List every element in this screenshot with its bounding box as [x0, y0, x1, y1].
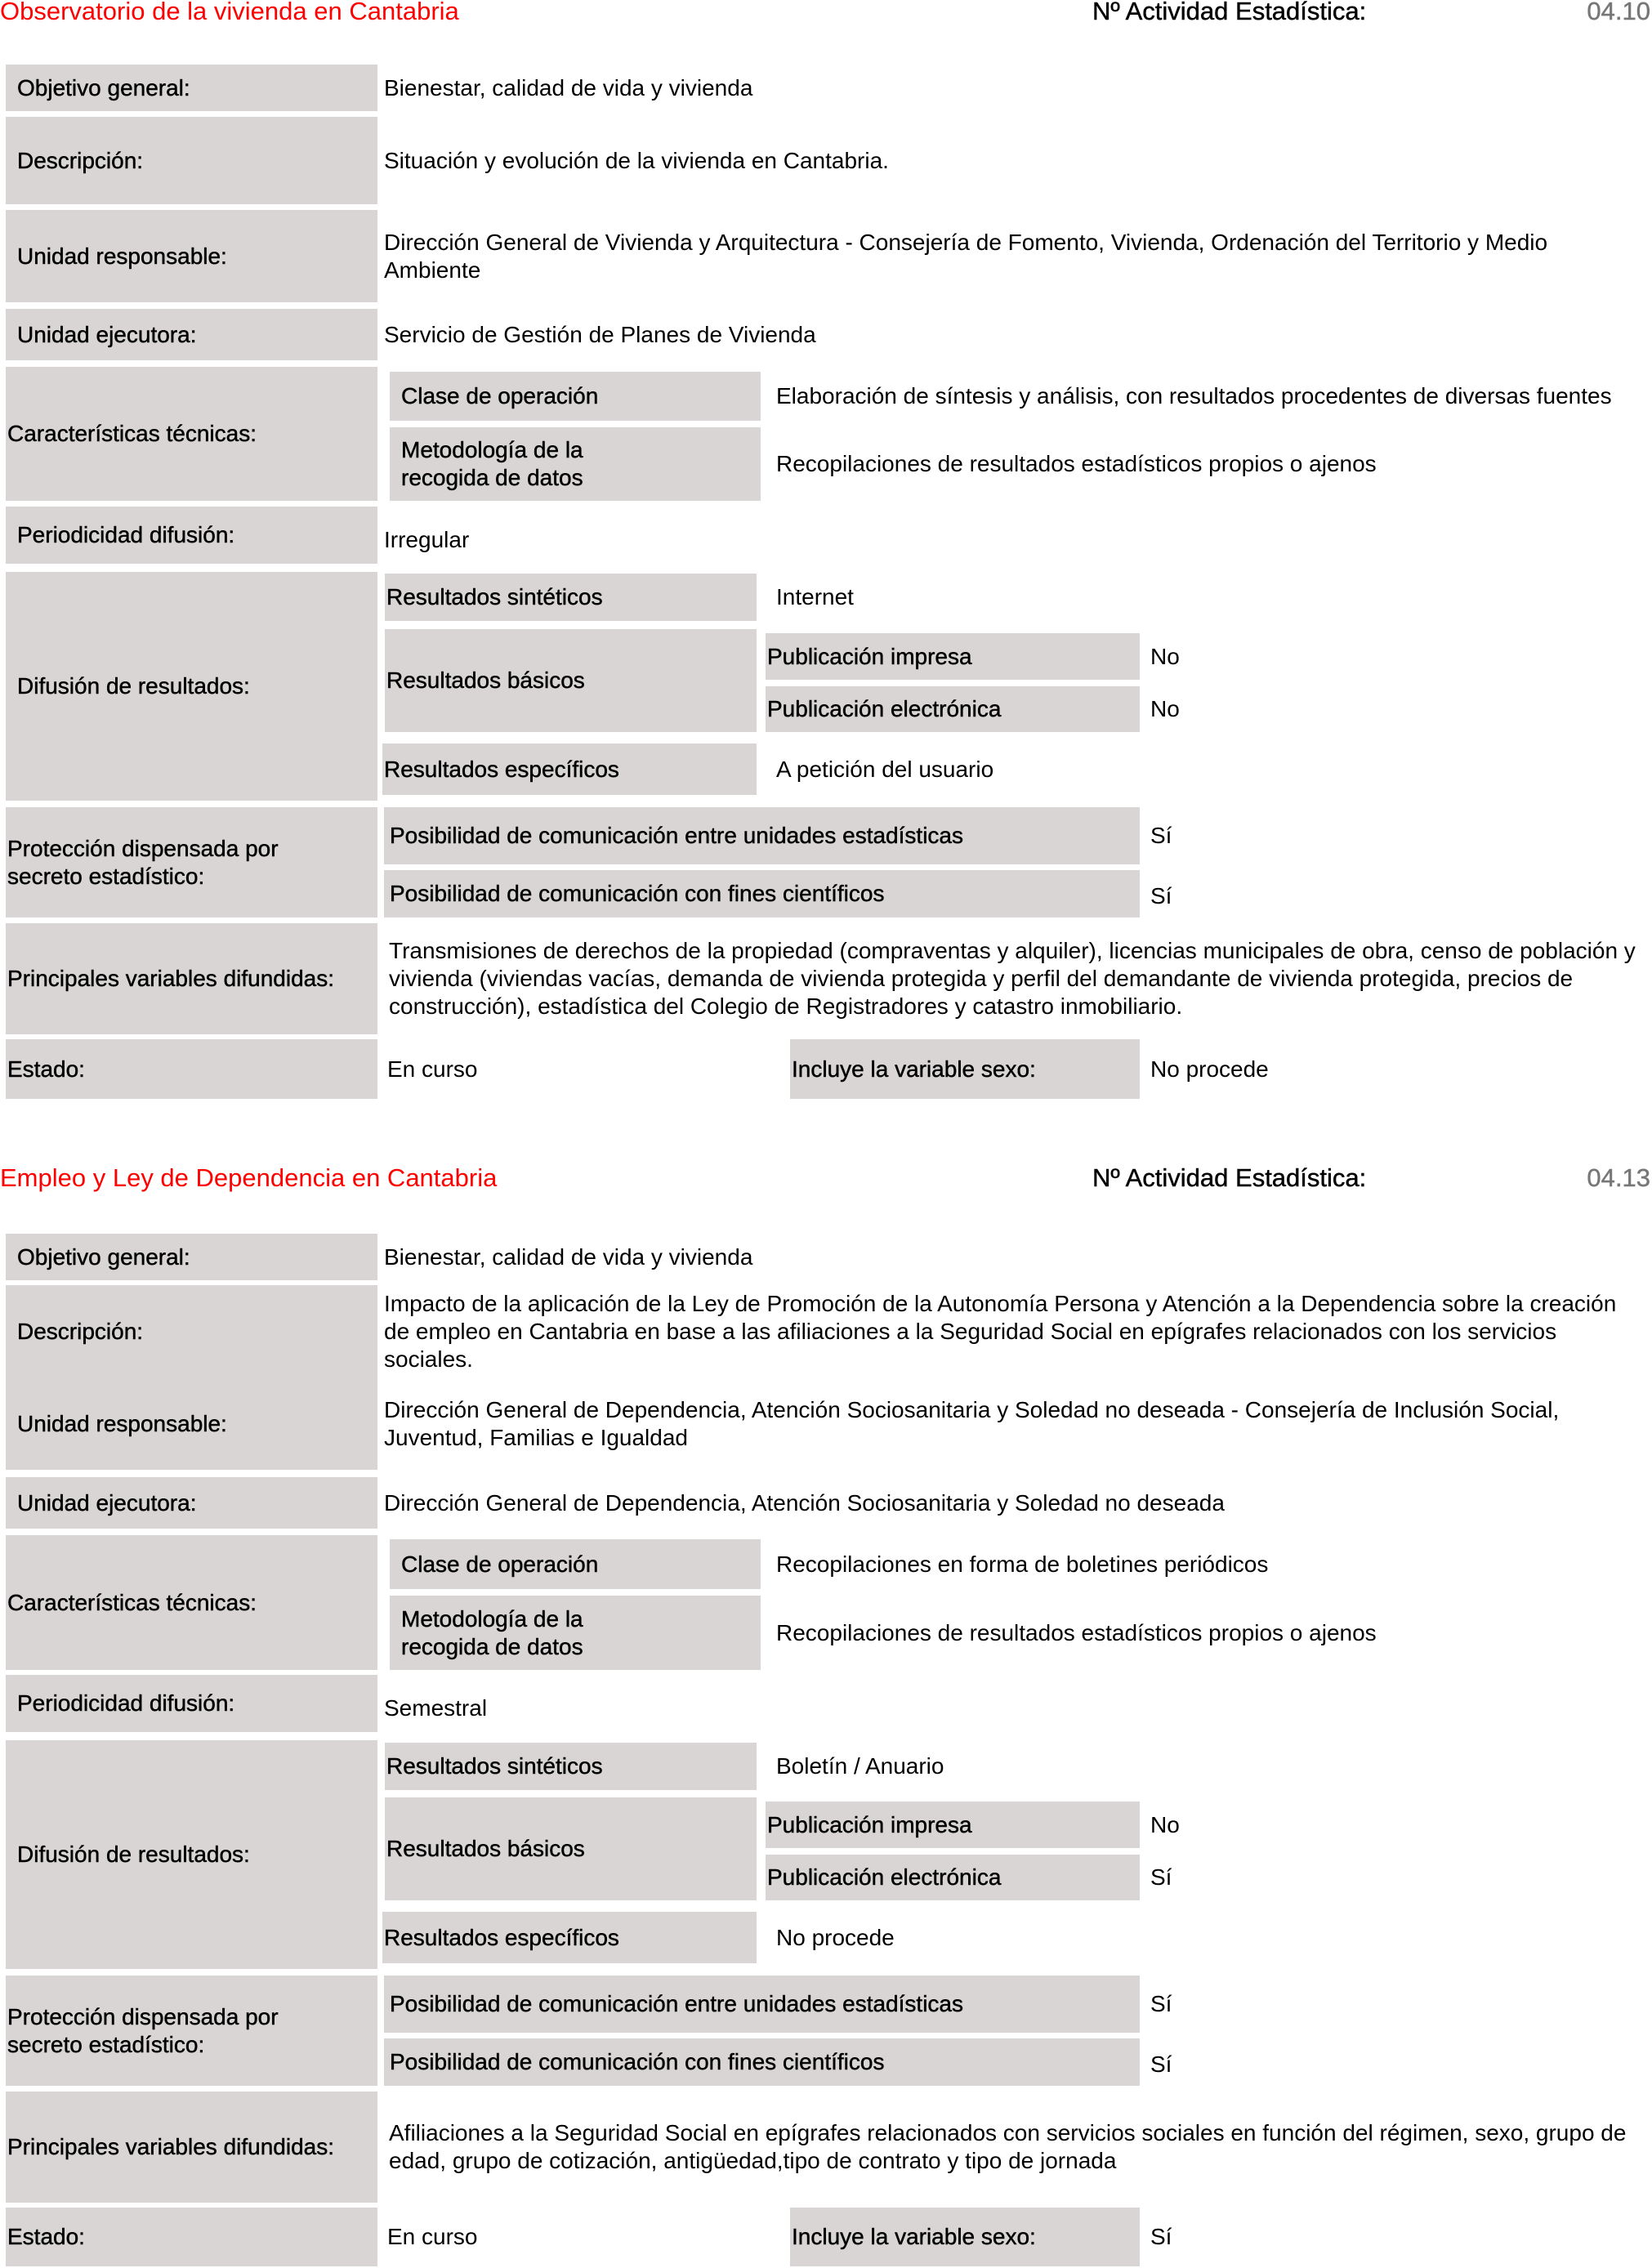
variable-sexo-label: Incluye la variable sexo: — [790, 2208, 1140, 2266]
proteccion-label: Protección dispensada por secreto estadístico: — [6, 807, 377, 917]
unidad-ejecutora-label: Unidad ejecutora: — [6, 309, 377, 360]
sinteticos-value: Boletín / Anuario — [776, 1753, 944, 1779]
unidad-responsable-value: Dirección General de Vivienda y Arquitectura - Consejería de Fomento, Vivienda, Ordenación del Territorio y Medio Ambiente — [384, 229, 1548, 283]
clase-operacion-value: Recopilaciones en forma de boletines periódicos — [776, 1551, 1269, 1577]
especificos-label: Resultados específicos — [382, 1912, 757, 1963]
basicos-label: Resultados básicos — [385, 1797, 757, 1900]
variable-sexo-value: No procede — [1150, 1056, 1269, 1082]
estado-label: Estado: — [6, 1039, 377, 1099]
descripcion-label: Descripción: — [6, 1285, 377, 1377]
pub-electronica-label: Publicación electrónica — [766, 686, 1140, 732]
descripcion-value: Impacto de la aplicación de la Ley de Promoción de la Autonomía Persona y Atención a la Dependencia sobre la creación de empleo en Cantabria en base a las afiliaciones a la Seguridad Social en epígrafes relacionados con los servicios sociales. — [384, 1290, 1617, 1372]
metodologia-label: Metodología de la recogida de datos — [390, 1596, 761, 1670]
pub-electronica-value: Sí — [1150, 1864, 1172, 1890]
com-cientificos-label: Posibilidad de comunicación con fines científicos — [384, 870, 1140, 917]
pub-impresa-value: No — [1150, 1811, 1180, 1837]
com-unidades-value: Sí — [1150, 1991, 1172, 2016]
descripcion-label: Descripción: — [6, 117, 377, 204]
periodicidad-label: Periodicidad difusión: — [6, 1675, 377, 1732]
metodologia-value: Recopilaciones de resultados estadísticos propios o ajenos — [776, 1619, 1377, 1645]
periodicidad-label: Periodicidad difusión: — [6, 507, 377, 564]
especificos-label: Resultados específicos — [382, 743, 757, 795]
objetivo-label: Objetivo general: — [6, 65, 377, 111]
clase-operacion-label: Clase de operación — [390, 372, 761, 421]
especificos-value: A petición del usuario — [776, 756, 994, 782]
unidad-ejecutora-label: Unidad ejecutora: — [6, 1477, 377, 1529]
objetivo-label: Objetivo general: — [6, 1234, 377, 1280]
unidad-ejecutora-value: Servicio de Gestión de Planes de Vivienda — [384, 321, 816, 347]
caracteristicas-label: Características técnicas: — [6, 1535, 377, 1670]
unidad-responsable-label: Unidad responsable: — [6, 1377, 377, 1470]
basicos-label: Resultados básicos — [385, 629, 757, 732]
com-unidades-value: Sí — [1150, 823, 1172, 848]
pub-electronica-value: No — [1150, 696, 1180, 721]
periodicidad-value: Semestral — [384, 1695, 488, 1721]
com-cientificos-label: Posibilidad de comunicación con fines científicos — [384, 2038, 1140, 2086]
descripcion-value: Situación y evolución de la vivienda en Cantabria. — [384, 147, 889, 173]
pub-impresa-label: Publicación impresa — [766, 1801, 1140, 1848]
sinteticos-label: Resultados sintéticos — [385, 574, 757, 621]
clase-operacion-label: Clase de operación — [390, 1539, 761, 1589]
record-title: Observatorio de la vivienda en Cantabria — [0, 0, 459, 25]
estado-value: En curso — [387, 2224, 478, 2249]
com-unidades-label: Posibilidad de comunicación entre unidades estadísticas — [384, 807, 1140, 864]
metodologia-value: Recopilaciones de resultados estadísticos propios o ajenos — [776, 451, 1377, 476]
difusion-label: Difusión de resultados: — [6, 1740, 377, 1969]
estado-value: En curso — [387, 1056, 478, 1082]
objetivo-value: Bienestar, calidad de vida y vivienda — [384, 1243, 753, 1270]
variables-value: Afiliaciones a la Seguridad Social en epígrafes relacionados con servicios sociales en función del régimen, sexo, grupo de edad, grupo de cotización, antigüedad,tipo de contrato y tipo de jornada — [389, 2120, 1627, 2173]
proteccion-label: Protección dispensada por secreto estadístico: — [6, 1976, 377, 2086]
com-cientificos-value: Sí — [1150, 883, 1172, 909]
variables-label: Principales variables difundidas: — [6, 2092, 377, 2203]
pub-electronica-label: Publicación electrónica — [766, 1855, 1140, 1900]
sinteticos-value: Internet — [776, 584, 854, 609]
pub-impresa-label: Publicación impresa — [766, 633, 1140, 680]
clase-operacion-value: Elaboración de síntesis y análisis, con resultados procedentes de diversas fuentes — [776, 383, 1612, 409]
activity-number: 04.13 — [1587, 1163, 1650, 1192]
activity-number-label: Nº Actividad Estadística: — [1092, 0, 1367, 25]
unidad-responsable-label: Unidad responsable: — [6, 210, 377, 302]
sinteticos-label: Resultados sintéticos — [385, 1743, 757, 1790]
variable-sexo-label: Incluye la variable sexo: — [790, 1039, 1140, 1099]
unidad-ejecutora-value: Dirección General de Dependencia, Atención Sociosanitaria y Soledad no deseada — [384, 1489, 1225, 1516]
variables-value: Transmisiones de derechos de la propiedad (compraventas y alquiler), licencias municipales de obra, censo de población y vivienda (viviendas vacías, demanda de vivienda protegida y perfil del demandante de vivienda protegida, precios de construcción), estadística del Colegio de Registradores y catastro inmobiliario. — [389, 938, 1636, 1019]
activity-number: 04.10 — [1587, 0, 1650, 25]
periodicidad-value: Irregular — [384, 527, 470, 552]
estado-label: Estado: — [6, 2208, 377, 2266]
activity-number-label: Nº Actividad Estadística: — [1092, 1163, 1367, 1192]
difusion-label: Difusión de resultados: — [6, 572, 377, 801]
variables-label: Principales variables difundidas: — [6, 923, 377, 1034]
com-cientificos-value: Sí — [1150, 2051, 1172, 2077]
especificos-value: No procede — [776, 1924, 895, 1950]
pub-impresa-value: No — [1150, 643, 1180, 669]
objetivo-value: Bienestar, calidad de vida y vivienda — [384, 74, 753, 100]
com-unidades-label: Posibilidad de comunicación entre unidades estadísticas — [384, 1976, 1140, 2033]
caracteristicas-label: Características técnicas: — [6, 367, 377, 501]
record-title: Empleo y Ley de Dependencia en Cantabria — [0, 1163, 498, 1192]
unidad-responsable-value: Dirección General de Dependencia, Atención Sociosanitaria y Soledad no deseada - Consejería de Inclusión Social, Juventud, Familias e Igualdad — [384, 1396, 1560, 1450]
variable-sexo-value: Sí — [1150, 2224, 1172, 2249]
metodologia-label: Metodología de la recogida de datos — [390, 427, 761, 501]
